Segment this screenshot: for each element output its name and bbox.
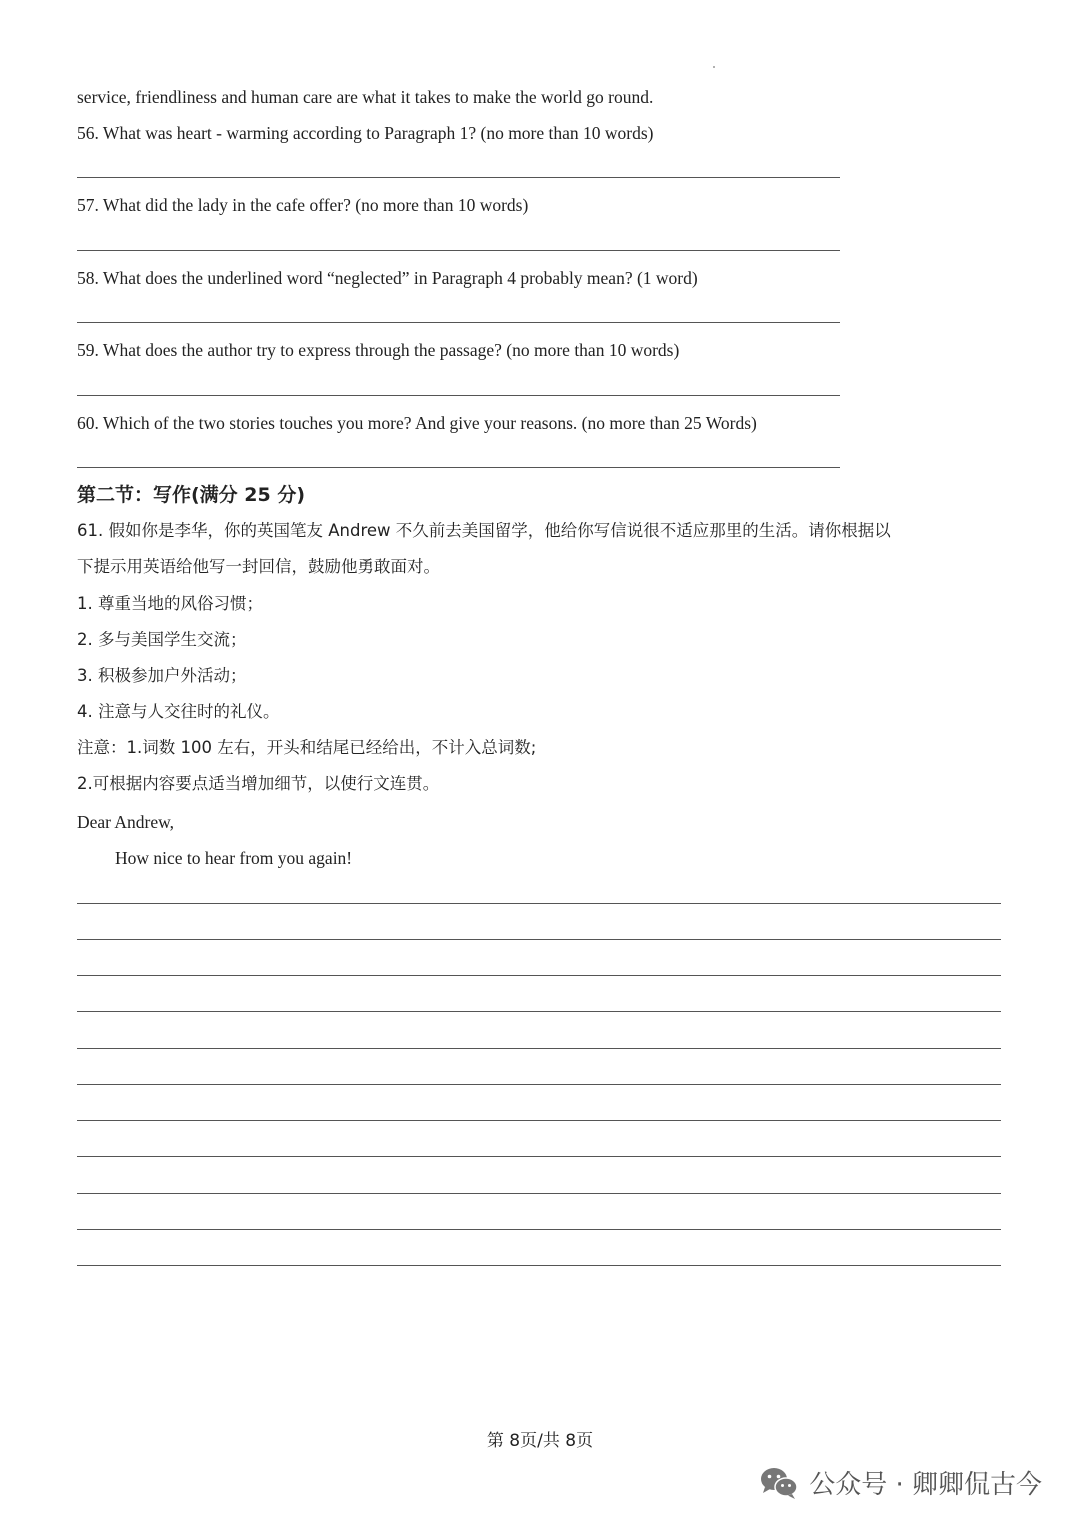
point-3: 3. 积极参加户外活动； [77,666,247,685]
writing-line[interactable] [77,1193,1001,1194]
question-60: 60. Which of the two stories touches you more? And give your reasons. (no more than 25 Words) [77,413,757,433]
point-4: 4. 注意与人交往时的礼仪。 [77,702,280,721]
writing-line[interactable] [77,939,1001,940]
watermark-text: 公众号 · 卿卿侃古今 [809,1470,1042,1500]
note-2: 2.可根据内容要点适当增加细节，以使行文连贯。 [77,774,440,793]
writing-line[interactable] [77,1229,1001,1230]
question-56: 56. What was heart - warming according to Paragraph 1? (no more than 10 words) [77,123,654,143]
salutation: Dear Andrew, [77,812,175,832]
answer-line-57[interactable] [77,250,840,251]
watermark [759,1464,1042,1501]
speck [713,66,715,68]
question-57: 57. What did the lady in the cafe offer? (no more than 10 words) [77,195,529,215]
question-59: 59. What does the author try to express through the passage? (no more than 10 words) [77,340,680,360]
note-1: 注意：1.词数 100 左右，开头和结尾已经给出，不计入总词数; [77,738,537,757]
opening-sentence: How nice to hear from you again! [115,848,353,868]
answer-line-59[interactable] [77,395,840,396]
answer-line-60[interactable] [77,467,840,468]
prompt-line-2: 下提示用英语给他写一封回信，鼓励他勇敢面对。 [77,557,440,576]
writing-line[interactable] [77,903,1001,904]
writing-line[interactable] [77,1048,1001,1049]
question-58: 58. What does the underlined word “neglected” in Paragraph 4 probably mean? (1 word) [77,268,698,288]
page-number: 第 8页/共 8页 [486,1431,594,1451]
passage-end-text: service, friendliness and human care are what it takes to make the world go round. [77,87,654,107]
prompt-line-1: 61. 假如你是李华，你的英国笔友 Andrew 不久前去美国留学，他给你写信说很不适应那里的生活。请你根据以 [77,521,891,540]
answer-line-58[interactable] [77,322,840,323]
writing-line[interactable] [77,1156,1001,1157]
writing-line[interactable] [77,975,1001,976]
point-2: 2. 多与美国学生交流； [77,630,247,649]
section-title: 第二节：写作(满分 25 分) [77,484,306,506]
writing-line[interactable] [77,1011,1001,1012]
writing-line[interactable] [77,1265,1001,1266]
writing-line[interactable] [77,1084,1001,1085]
writing-line[interactable] [77,1120,1001,1121]
wechat-icon [759,1466,799,1500]
answer-line-56[interactable] [77,177,840,178]
point-1: 1. 尊重当地的风俗习惯； [77,594,263,613]
